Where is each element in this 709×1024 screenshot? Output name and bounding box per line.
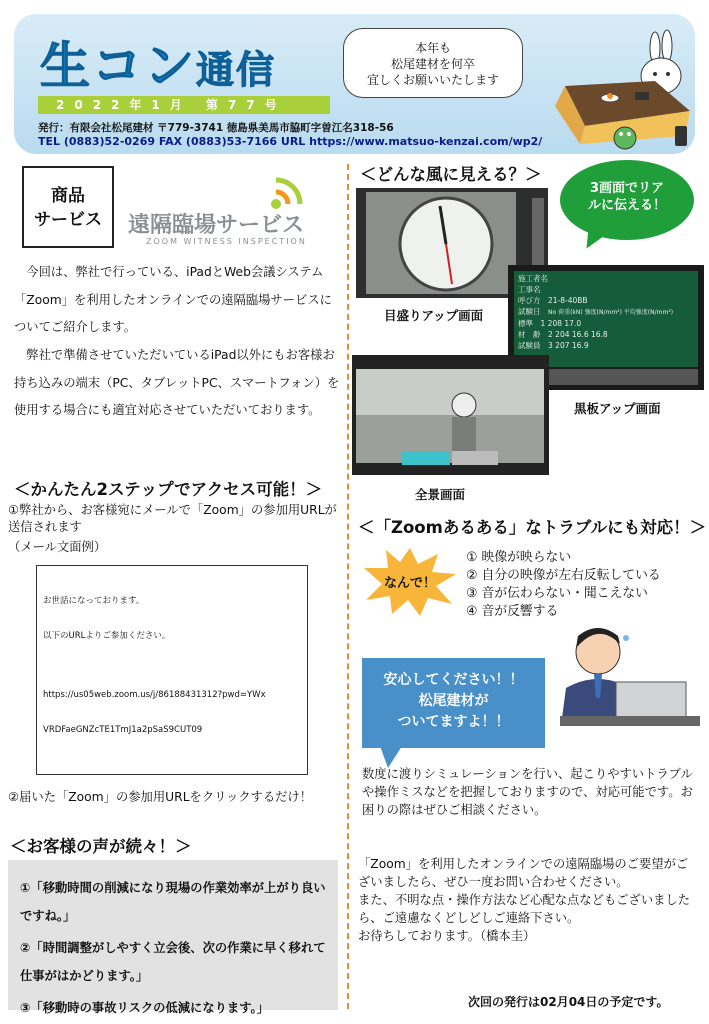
trouble-detail: 数度に渡りシミュレーションを行い、起こりやすいトラブルや操作ミスなどを把握しておりますので、対応可能です。お困りの際はぜひご相談ください。 bbox=[362, 767, 693, 817]
email-line: 以下のURLよりご参加ください。 bbox=[43, 630, 171, 641]
email-example-box bbox=[36, 565, 308, 775]
trouble-item: ③ 音が伝わらない・聞こえない bbox=[466, 586, 648, 601]
board-row bbox=[518, 295, 694, 306]
full-view-caption: 全景画面 bbox=[415, 487, 466, 502]
full-view-image bbox=[352, 355, 549, 475]
board-cell: 207 bbox=[555, 341, 570, 350]
board-cell: 204 bbox=[555, 330, 570, 339]
greeting-line: 本年も bbox=[414, 41, 451, 55]
next-issue-note: 次回の発行は02月04日の予定です。 bbox=[468, 995, 669, 1009]
column-divider bbox=[347, 164, 349, 1009]
email-url-line: https://us05web.zoom.us/j/86188431312?pwd=YWx bbox=[43, 689, 266, 700]
trouble-item: ④ 音が反響する bbox=[466, 604, 559, 619]
board-value: 21-8-40BB bbox=[548, 296, 588, 305]
board-cell: 17.0 bbox=[564, 319, 582, 328]
voice-item: ③「移動時の事故リスクの低減になります。」 bbox=[20, 1001, 269, 1015]
three-screens-bubble bbox=[560, 160, 694, 240]
contact-line: TEL (0883)52-0269 FAX (0883)53-7166 URL https://www.matsuo-kenzai.com/wp2/ bbox=[38, 135, 543, 148]
closing-text: 「Zoom」を利用したオンラインでの遠隔臨場のご要望がございましたら、ぜひ一度お問い合わせください。 また、不明な点・操作方法など心配な点などもございましたら、ご遠慮なくどしどしご連絡下さい。 お待ちしております。（橋本圭） bbox=[358, 857, 691, 943]
board-cell: 3 bbox=[548, 341, 553, 350]
intro-paragraph-1: 今回は、弊社で行っている、iPadとWeb会議システム「Zoom」を利用したオンラインでの遠隔臨場サービスについてご紹介します。 bbox=[14, 265, 332, 334]
newsletter-title bbox=[40, 26, 276, 98]
board-label: 施工者名 bbox=[518, 274, 548, 283]
title-sub: 通信 bbox=[196, 48, 277, 92]
bubble-text: 3画面でリアルに伝える！ bbox=[588, 181, 667, 213]
kotatsu-illustration bbox=[525, 26, 701, 154]
intro-paragraph-2: 弊社で準備させていただいているiPad以外にもお客様お持ち込みの端末（PC、タブレットPC、スマートフォン）を使用する場合にも適宜対応させていただいております。 bbox=[14, 348, 340, 417]
gauge-caption: 目盛りアップ画面 bbox=[384, 308, 484, 323]
steps-heading: ＜かんたん2ステップでアクセス可能！＞ bbox=[14, 480, 323, 499]
issue-bar: 2022年1月 第77号 bbox=[38, 96, 330, 114]
title-main: 生コン bbox=[40, 37, 196, 95]
board-label: 試験員 bbox=[518, 341, 541, 350]
board-row bbox=[518, 318, 694, 329]
voice-item: ②「時間調整がしやすく立会後、次の作業に早く移れて仕事がはかどります。」 bbox=[20, 941, 326, 983]
email-url-line: VRDFaeGNZcTE1TmJ1a2pSaS9CUT09 bbox=[43, 725, 203, 736]
greeting-line: 宜しくお願いいたします bbox=[366, 73, 499, 87]
publisher-line: 発行：有限会社松尾建材 〒779-3741 徳島県美馬市脇町字曽江名318-56 bbox=[38, 122, 394, 134]
board-row bbox=[518, 284, 694, 295]
board-cell: 2 bbox=[548, 330, 553, 339]
step-1-text: ①弊社から、お客様宛にメールで「Zoom」の参加用URLが送信されます bbox=[8, 503, 337, 534]
board-cell: 16.6 bbox=[571, 330, 589, 339]
board-unit: No 荷重(kN) 強度(N/mm²) 平均強度(N/mm²) bbox=[548, 309, 674, 316]
board-row bbox=[518, 329, 694, 340]
reassure-box bbox=[362, 658, 545, 748]
board-row bbox=[518, 340, 694, 351]
reassure-line: ついてますよ！！ bbox=[397, 714, 510, 730]
reassure-line: 安心してください！！ bbox=[383, 672, 524, 688]
board-label: 呼び方 bbox=[518, 296, 541, 305]
email-line: お世話になっております。 bbox=[43, 595, 145, 606]
reassure-line: 松尾建材が bbox=[418, 693, 489, 709]
view-heading: ＜どんな風に見える？＞ bbox=[360, 165, 542, 184]
blackboard-caption: 黒板アップ画面 bbox=[574, 401, 661, 416]
voice-item: ①「移動時間の削減になり現場の作業効率が上がり良いですね。」 bbox=[20, 881, 326, 923]
step-2-text: ②届いた「Zoom」の参加用URLをクリックするだけ！ bbox=[8, 790, 313, 804]
service-logo-sub: ZOOM WITNESS INSPECTION bbox=[146, 237, 307, 246]
worried-person-illustration bbox=[556, 618, 704, 730]
board-cell: 16.9 bbox=[571, 341, 589, 350]
board-row bbox=[518, 273, 694, 284]
board-row bbox=[518, 306, 694, 318]
customer-voices-box bbox=[8, 860, 338, 1015]
blackboard bbox=[514, 271, 698, 367]
product-service-badge bbox=[22, 166, 114, 248]
trouble-list bbox=[466, 549, 661, 621]
service-logo-name: 遠隔臨場サービス bbox=[128, 213, 305, 238]
board-label: 標準 bbox=[518, 319, 533, 328]
voices-heading: ＜お客様の声が続々！＞ bbox=[10, 837, 192, 856]
email-example-label: （メール文面例） bbox=[8, 540, 107, 554]
greeting-line: 松尾建材を何卒 bbox=[390, 57, 475, 71]
trouble-heading: ＜「Zoomあるある」なトラブルにも対応！＞ bbox=[358, 518, 707, 537]
trouble-item: ① 映像が映らない bbox=[466, 550, 572, 565]
trouble-item: ② 自分の映像が左右反転している bbox=[466, 568, 661, 583]
board-label: 試験日 bbox=[518, 307, 541, 316]
board-cell: 208 bbox=[547, 319, 562, 328]
full-view-screen bbox=[352, 355, 549, 475]
nande-burst bbox=[360, 546, 460, 618]
board-label: 材 齢 bbox=[518, 330, 541, 339]
board-cell: 1 bbox=[540, 319, 546, 328]
badge-line: サービス bbox=[34, 210, 102, 230]
board-cell: 16.8 bbox=[590, 330, 608, 339]
greeting-bubble bbox=[343, 28, 523, 98]
nande-text: なんで！ bbox=[383, 576, 436, 591]
badge-line: 商品 bbox=[51, 186, 85, 206]
board-label: 工事名 bbox=[518, 285, 541, 294]
